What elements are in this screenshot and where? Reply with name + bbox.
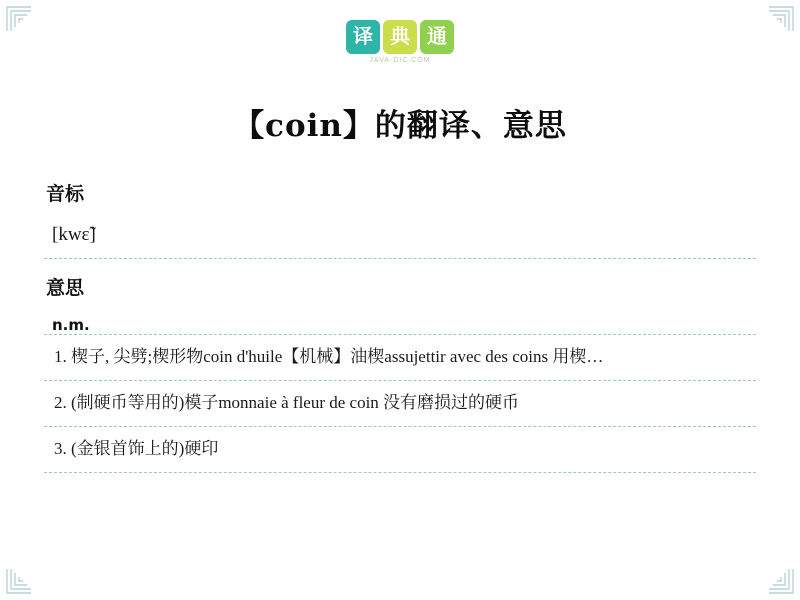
meaning-heading: 意思: [46, 277, 85, 299]
logo-block-3: 通: [420, 20, 454, 54]
list-item: 2. (制硬币等用的)模子monnaie à fleur de coin 没有磨损过的硬币: [44, 381, 756, 427]
list-item: 1. 楔子, 尖劈;楔形物coin d'huile【机械】油楔assujettir avec des coins 用楔…: [44, 334, 756, 381]
divider-phonetic: [44, 258, 756, 259]
part-of-speech: n.m.: [52, 316, 90, 334]
logo-caption: JAVA-DIC.COM: [369, 57, 431, 64]
list-item: 3. (金银首饰上的)硬印: [44, 427, 756, 473]
meaning-section: [44, 273, 756, 473]
phonetic-value: [kwɛ̃]: [52, 224, 96, 245]
site-logo[interactable]: [44, 20, 756, 64]
sense-list: [44, 334, 756, 473]
logo-block-2: 典: [383, 20, 417, 54]
phonetic-section: [44, 179, 756, 259]
logo-block-1: 译: [346, 20, 380, 54]
page-title: 【coin】的翻译、意思: [233, 108, 567, 144]
logo-blocks: [346, 20, 454, 54]
phonetic-heading: 音标: [46, 183, 85, 205]
